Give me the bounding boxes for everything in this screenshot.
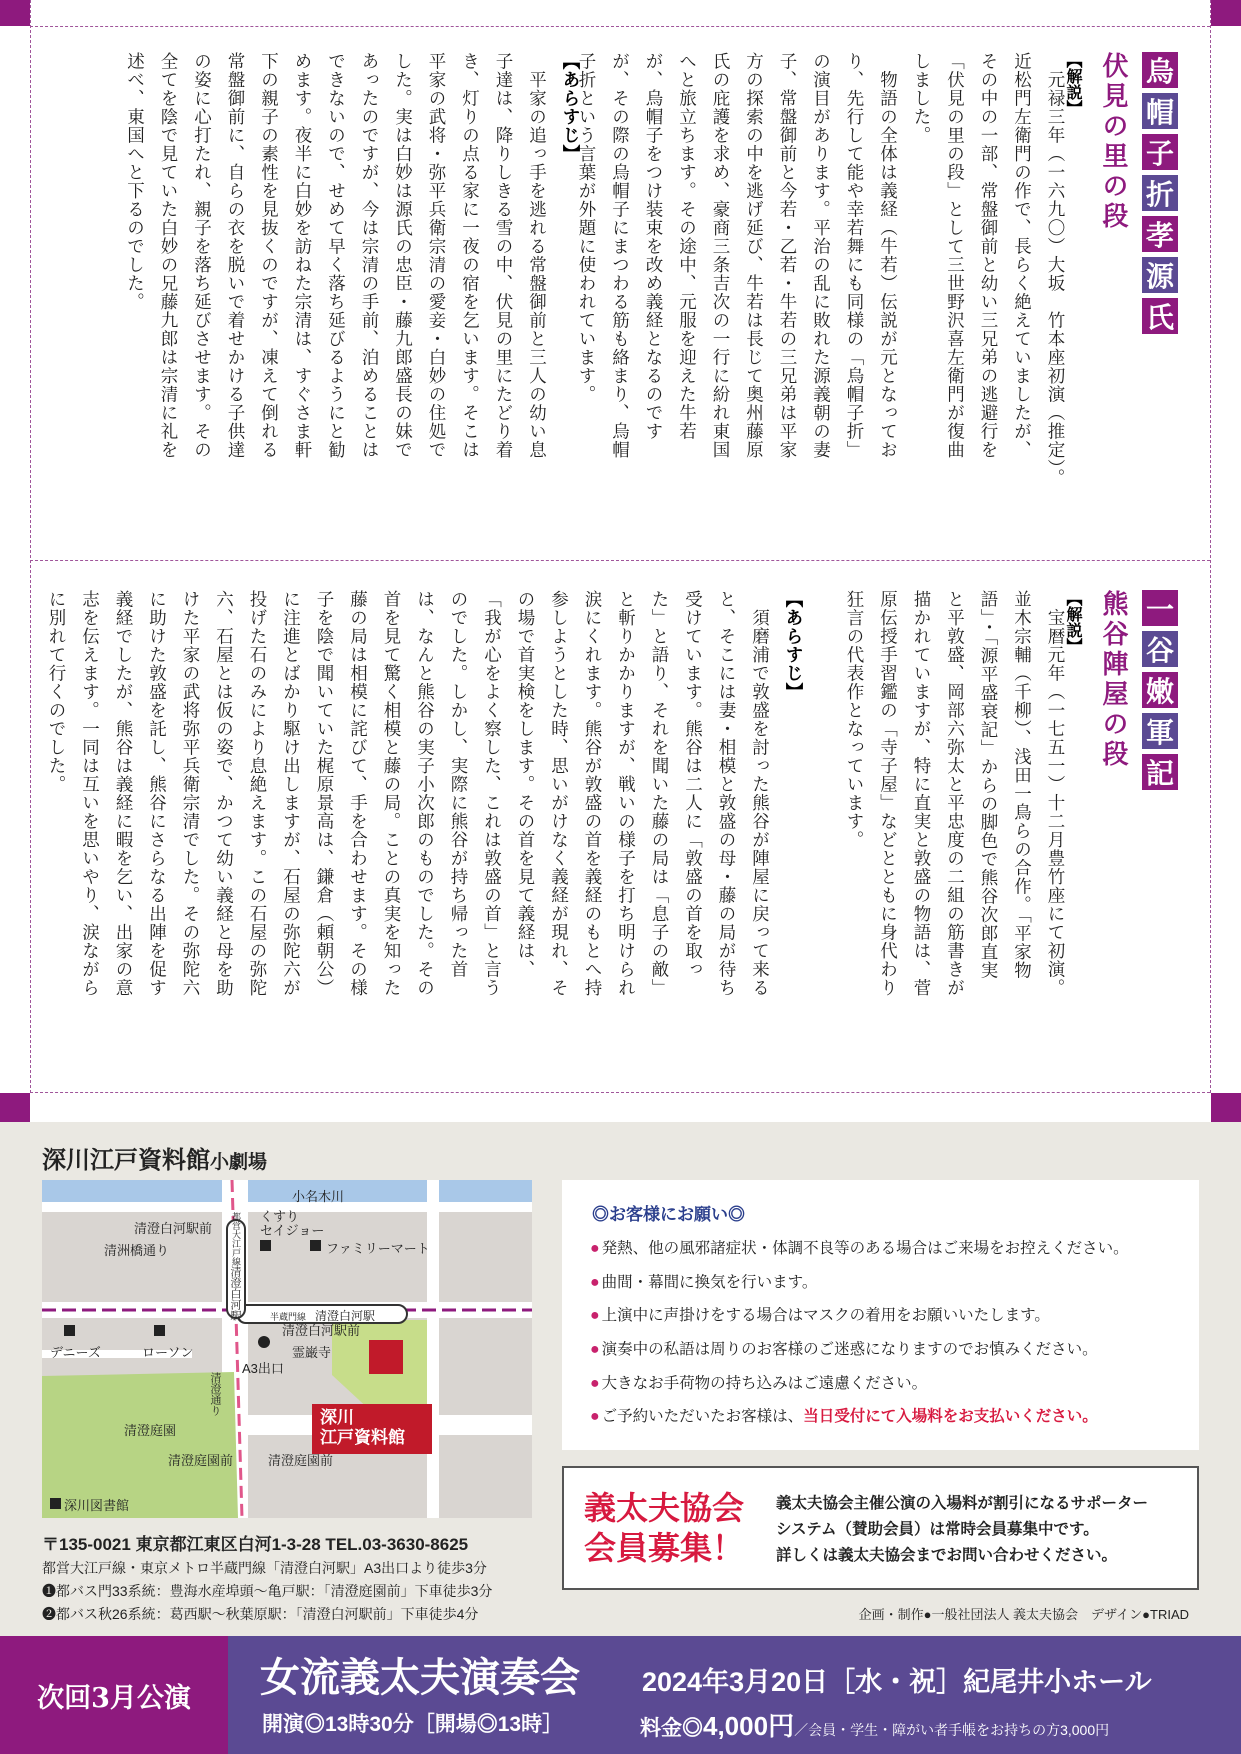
divider-right bbox=[1210, 0, 1211, 1093]
title-char: 烏 bbox=[1142, 52, 1178, 88]
map-river: 小名木川 bbox=[292, 1189, 345, 1204]
title-char: 嫩 bbox=[1142, 672, 1178, 708]
notice-item: ● 上演中に声掛けをする場合はマスクの着用をお願いいたします。 bbox=[590, 1307, 1050, 1325]
text-line: 物語の全体は義経（牛若）伝説が元となってお bbox=[877, 52, 898, 459]
text-line: に注進とばかり駆け出しますが、石屋の弥陀六が bbox=[280, 590, 301, 997]
notice-item: ● 演奏中の私語は周りのお客様のご迷惑になりますのでお慎みください。 bbox=[590, 1341, 1098, 1359]
venue-suffix: 小劇場 bbox=[210, 1152, 268, 1173]
text-line: 近松門左衛門の作で、長らく絶えていましたが、 bbox=[1011, 52, 1032, 459]
text-line: 述べ、東国へと下るのでした。 bbox=[124, 52, 145, 311]
text-line: と斬りかかりますが、戦いの様子を打ち明けられ bbox=[615, 590, 636, 997]
venue-access-1: 都営大江戸線・東京メトロ半蔵門線「清澄白河駅」A3出口より徒歩3分 bbox=[42, 1560, 487, 1576]
arasuji-label: 【あらすじ】 bbox=[783, 590, 803, 701]
map-familymart-marker bbox=[310, 1240, 321, 1251]
section2-subtitle: 熊谷陣屋の段 bbox=[1098, 590, 1128, 770]
text-line: 子を陰で聞いていた梶原景高は、鎌倉（頼朝公） bbox=[314, 590, 334, 997]
section2-arasuji bbox=[39, 590, 810, 1080]
text-line: へと旅立ちます。その途中、元服を迎えた牛若 bbox=[676, 52, 697, 441]
footer-next-label: 次回3月公演 bbox=[0, 1636, 228, 1754]
section1-kaisetsu bbox=[569, 52, 1072, 542]
membership-headline: 義太夫協会 会員募集！ bbox=[583, 1490, 744, 1566]
footer-price-note: ／会員・学生・障がい者手帳をお持ちの方3,000円 bbox=[794, 1722, 1110, 1738]
map-library-marker bbox=[50, 1498, 61, 1509]
text-line: 投げた石のみにより息絶えます。この石屋の弥陀 bbox=[247, 590, 267, 997]
map-pharmacy: くすり セイジョー bbox=[260, 1209, 325, 1238]
text-line: 子折という言葉が外題に使われています。 bbox=[576, 52, 596, 404]
text-line: 平家の追っ手を逃れる常盤御前と三人の幼い息 bbox=[526, 52, 547, 459]
map-familymart: ファミリーマート bbox=[326, 1241, 430, 1256]
map-venue-label: 深川 江戸資料館 bbox=[320, 1408, 405, 1447]
title-char: 帽 bbox=[1142, 93, 1178, 129]
text-line: しました。 bbox=[911, 52, 931, 145]
map-library: 深川図書館 bbox=[64, 1498, 130, 1513]
credits: 企画・制作●一般社団法人 義太夫協会 デザイン●TRIAD bbox=[858, 1607, 1189, 1622]
text-line: 須磨浦で敦盛を討った熊谷が陣屋に戻って来る bbox=[749, 590, 770, 997]
map-pharmacy-marker bbox=[260, 1240, 271, 1251]
map-hanzomon-line: 半蔵門線 清澄白河駅 bbox=[270, 1309, 376, 1323]
map-garden: 清澄庭園 bbox=[124, 1423, 177, 1438]
arasuji-label: 【あらすじ】 bbox=[560, 52, 580, 163]
text-line: 全てを陰で見ていた白妙の兄藤九郎は宗清に礼を bbox=[158, 52, 178, 459]
venue-map bbox=[42, 1180, 532, 1518]
corner-top-left bbox=[0, 0, 30, 26]
text-line: が、烏帽子をつけ装束を改め義経となるのです bbox=[643, 52, 663, 441]
text-line: 義経でしたが、熊谷は義経に暇を乞い、出家の意 bbox=[113, 590, 133, 997]
text-line: 「伏見の里の段」として三世野沢喜左衛門が復曲 bbox=[944, 52, 965, 459]
notice-item: ● 大きなお手荷物の持ち込みはご遠慮ください。 bbox=[590, 1374, 928, 1392]
text-line: 受けています。熊谷は二人に「敦盛の首を取っ bbox=[682, 590, 703, 979]
section2-kaisetsu bbox=[837, 590, 1072, 1080]
venue-address: 〒135-0021 東京都江東区白河1-3-28 TEL.03-3630-8625 bbox=[42, 1535, 469, 1554]
notice-item: ● 発熱、他の風邪諸症状・体調不良等のある場合はご来場をお控えください。 bbox=[590, 1240, 1129, 1257]
title-char: 子 bbox=[1142, 134, 1178, 170]
notice-item: ● 曲間・幕間に換気を行います。 bbox=[590, 1273, 818, 1291]
text-line: り、先行して能や幸若舞にも同様の「烏帽子折」 bbox=[844, 52, 864, 459]
section2-title bbox=[1142, 590, 1178, 795]
map-lawson-marker bbox=[154, 1325, 165, 1336]
text-line: の場で首実検をします。その首を見て義経は、 bbox=[515, 590, 535, 979]
text-line: めます。夜半に白妙を訪ねた宗清は、すぐさま軒 bbox=[292, 52, 312, 459]
map-bus-stop-2: 清澄白河駅前 bbox=[282, 1323, 361, 1338]
section2-kaisetsu-label: 【解説】 bbox=[1064, 590, 1083, 654]
map-temple: 霊巌寺 bbox=[292, 1345, 332, 1360]
text-line: の姿に心打たれ、親子を落ち延びさせます。その bbox=[191, 52, 212, 459]
membership-text: 義太夫協会主催公演の入場料が割引になるサポーター システム（賛助会員）は常時会員募集中です。 詳しくは義太夫協会までお問い合わせください。 bbox=[776, 1493, 1149, 1564]
venue-access-3: ❷都バス秋26系統：葛西駅〜秋葉原駅：「清澄白河駅前」下車徒歩4分 bbox=[42, 1606, 479, 1622]
text-line: 宝暦元年（一七五一）十二月豊竹座にて初演。 bbox=[1045, 590, 1065, 997]
text-line: 並木宗輔（千柳）、浅田一鳥らの合作。「平家物 bbox=[1011, 590, 1032, 980]
text-line: 氏の庇護を求め、豪商三条吉次の一行に紛れ東国 bbox=[710, 52, 730, 459]
corner-mid-left bbox=[0, 1093, 30, 1122]
title-char: 折 bbox=[1142, 175, 1178, 211]
text-line: と平敦盛、岡部六弥太と平忠度の二組の筋書きが bbox=[944, 590, 965, 997]
text-line: 六、石屋とは仮の姿で、かつて幼い義経と母を助 bbox=[213, 590, 234, 997]
text-line: が、その際の烏帽子にまつわる筋も絡まり、烏帽 bbox=[609, 52, 630, 459]
text-line: 志を伝えます。一同は互いを思いやり、涙ながら bbox=[79, 590, 100, 997]
map-dennys-marker bbox=[64, 1325, 75, 1336]
text-line: 元禄三年（一六九〇）大坂 竹本座初演（推定）。 bbox=[1045, 52, 1065, 488]
text-line: た」と語り、それを聞いた藤の局は「息子の敵」 bbox=[649, 590, 669, 997]
text-line: その中の一部、常盤御前と幼い三兄弟の逃避行を bbox=[978, 52, 998, 459]
text-line: き、灯りの点る家に一夜の宿を乞います。そこは bbox=[459, 52, 480, 459]
notice-highlight: 当日受付にて入場料をお支払いください。 bbox=[803, 1408, 1098, 1426]
map-oedo-station: 清澄白河駅 bbox=[229, 1266, 241, 1321]
title-char: 氏 bbox=[1142, 298, 1178, 334]
venue-name: 深川江戸資料館 bbox=[42, 1147, 210, 1174]
section1-arasuji bbox=[117, 52, 586, 542]
divider-left bbox=[30, 0, 31, 1093]
map-bus-stop-1: 清澄白河駅前 bbox=[134, 1221, 213, 1236]
notice-box bbox=[562, 1180, 1199, 1450]
title-char: 源 bbox=[1142, 257, 1178, 293]
notice-list bbox=[590, 1236, 1129, 1438]
notice-item: ● ご予約いただいたお客様は、当日受付にて入場料をお支払いください。 bbox=[590, 1408, 1098, 1426]
map-bus-stop-4: 清澄庭園前 bbox=[268, 1453, 334, 1468]
corner-mid-right bbox=[1211, 1093, 1241, 1122]
text-line: 首を見て驚く相模と藤の局。ことの真実を知った bbox=[381, 590, 401, 997]
map-lawson: ローソン bbox=[142, 1345, 194, 1360]
section1-title bbox=[1142, 52, 1178, 339]
text-line: 平家の武将・弥平兵衛宗清の愛妾・白妙の住処で bbox=[426, 52, 446, 459]
text-line: 方の探索の中を逃げ延び、牛若は長じて奥州藤原 bbox=[743, 52, 764, 459]
corner-top-right bbox=[1211, 0, 1241, 26]
map-oedo-line: 都営大江戸線 bbox=[231, 1212, 241, 1266]
text-line: は、なんと熊谷の実子小次郎のものでした。その bbox=[414, 590, 435, 997]
divider-top bbox=[30, 26, 1210, 27]
notice-heading: ◎お客様にお願い◎ bbox=[592, 1205, 745, 1224]
map-street-2: 清澄通り bbox=[209, 1372, 221, 1416]
text-line: 藤の局は相模に詫びて、手を合わせます。その様 bbox=[347, 590, 368, 997]
section1-subtitle: 伏見の里の段 bbox=[1098, 52, 1128, 232]
section1-kaisetsu-label: 【解説】 bbox=[1064, 52, 1083, 116]
title-char: 軍 bbox=[1142, 713, 1178, 749]
footer-title: 女流義太夫演奏会 bbox=[260, 1654, 580, 1701]
text-line: 原伝授手習鑑の「寺子屋」などとともに身代わり bbox=[877, 590, 898, 997]
title-char: 谷 bbox=[1142, 631, 1178, 667]
membership-box bbox=[562, 1466, 1199, 1590]
text-line: 涙にくれます。熊谷が敦盛の首を義経のもとへ持 bbox=[582, 590, 602, 997]
divider-middle bbox=[30, 560, 1210, 561]
footer-price: 料金◎4,000円／会員・学生・障がい者手帳をお持ちの方3,000円 bbox=[640, 1711, 1110, 1741]
text-line: 下の親子の素性を見抜くのですが、凍えて倒れる bbox=[258, 52, 279, 459]
text-line: に別れて行くのでした。 bbox=[46, 590, 66, 794]
map-dennys: デニーズ bbox=[50, 1345, 101, 1360]
text-line: 子達は、降りしきる雪の中、伏見の里にたどり着 bbox=[493, 52, 513, 459]
text-line: けた平家の武将弥平兵衛宗清でした。その弥陀六 bbox=[180, 590, 200, 997]
footer-price-value: 4,000円 bbox=[703, 1711, 795, 1741]
text-line: と、そこには妻・相模と敦盛の母・藤の局が待ち bbox=[716, 590, 736, 997]
text-line: 狂言の代表作となっています。 bbox=[844, 590, 864, 849]
text-line: できないので、せめて早く落ち延びるようにと勧 bbox=[325, 52, 346, 459]
title-char: 一 bbox=[1142, 590, 1178, 626]
text-line: した。実は白妙は源氏の忠臣・藤九郎盛長の妹で bbox=[392, 52, 413, 459]
text-line: 「我が心をよく察した、これは敦盛の首」と言う bbox=[481, 590, 502, 997]
map-exit: A3出口 bbox=[242, 1361, 284, 1376]
venue-access-2: ❶都バス門33系統：豊海水産埠頭〜亀戸駅：「清澄庭園前」下車徒歩3分 bbox=[42, 1583, 493, 1599]
text-line: に助けた敦盛を託し、熊谷にさらなる出陣を促す bbox=[146, 590, 167, 997]
footer-date: 2024年3月20日［水・祝］紀尾井小ホール bbox=[642, 1667, 1152, 1697]
footer-banner bbox=[0, 1636, 1241, 1754]
text-line: 描かれていますが、特に直実と敦盛の物語は、菅 bbox=[911, 590, 931, 997]
footer-time: 開演◎13時30分［開場◎13時］ bbox=[262, 1713, 564, 1736]
text-line: 参しようとした時、思いがけなく義経が現れ、そ bbox=[548, 590, 569, 997]
text-line: あったのですが、今は宗清の手前、泊めることは bbox=[359, 52, 379, 459]
text-line: 語」・「源平盛衰記」からの脚色で熊谷次郎直実 bbox=[978, 590, 998, 980]
text-line: の演目があります。平治の乱に敗れた源義朝の妻 bbox=[810, 52, 831, 459]
title-char: 孝 bbox=[1142, 216, 1178, 252]
text-line: 子、常盤御前と今若・乙若・牛若の三兄弟は平家 bbox=[777, 52, 797, 459]
map-bus-stop-3: 清澄庭園前 bbox=[168, 1453, 234, 1468]
text-line: のでした。しかし、実際に熊谷が持ち帰った首 bbox=[448, 590, 468, 979]
map-street-1: 清洲橋通り bbox=[104, 1243, 170, 1258]
title-char: 記 bbox=[1142, 754, 1178, 790]
text-line: 常盤御前に、自らの衣を脱いで着せかける子供達 bbox=[225, 52, 245, 459]
divider-bottom bbox=[30, 1092, 1210, 1093]
